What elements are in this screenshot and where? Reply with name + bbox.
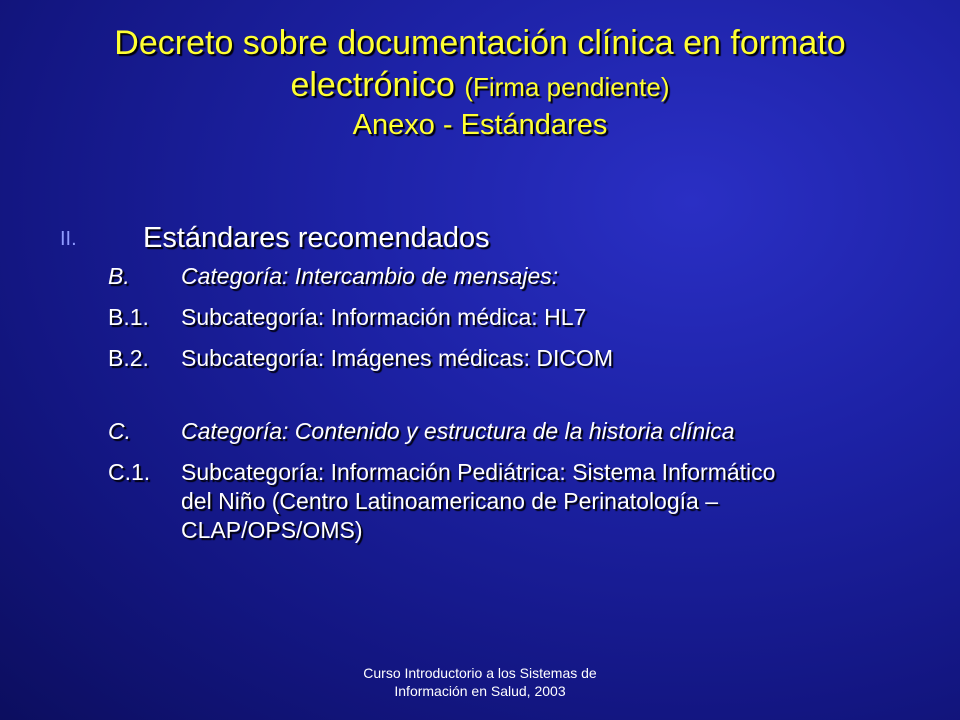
list-item-c xyxy=(0,418,960,448)
list-item-marker: B.2. xyxy=(108,345,149,371)
list-item-text-line-1: Subcategoría: Información Pediátrica: Sistema Informático xyxy=(181,459,776,485)
list-item-text: Subcategoría: Información médica: HL7 xyxy=(181,304,587,330)
list-item-text-line-3: CLAP/OPS/OMS) xyxy=(181,517,363,543)
title-line-3: Anexo - Estándares xyxy=(352,109,608,141)
title-line-2-note: (Firma pendiente) xyxy=(464,72,670,102)
list-item-text: Subcategoría: Imágenes médicas: DICOM xyxy=(181,345,614,371)
list-item-text: Categoría: Contenido y estructura de la historia clínica xyxy=(181,418,735,444)
section-marker: II. xyxy=(60,228,77,250)
section-heading: Estándares recomendados xyxy=(143,222,490,254)
list-item-marker: C. xyxy=(108,418,131,444)
list-item-marker: B.1. xyxy=(108,304,149,330)
list-item-c1 xyxy=(0,459,960,551)
list-item-text-line-2: del Niño (Centro Latinoamericano de Perinatología – xyxy=(181,488,718,514)
slide-footer xyxy=(280,664,680,700)
footer-line-2: Información en Salud, 2003 xyxy=(394,683,566,699)
list-item-text: Categoría: Intercambio de mensajes: xyxy=(181,263,559,289)
title-line-1: Decreto sobre documentación clínica en formato xyxy=(114,24,846,62)
list-item-marker: B. xyxy=(108,263,130,289)
list-item-b1 xyxy=(0,304,960,334)
list-item-marker: C.1. xyxy=(108,459,151,485)
list-item-b2 xyxy=(0,345,960,375)
footer-line-1: Curso Introductorio a los Sistemas de xyxy=(363,665,597,681)
list-item-b xyxy=(0,263,960,293)
title-line-2-main: electrónico xyxy=(290,66,455,104)
